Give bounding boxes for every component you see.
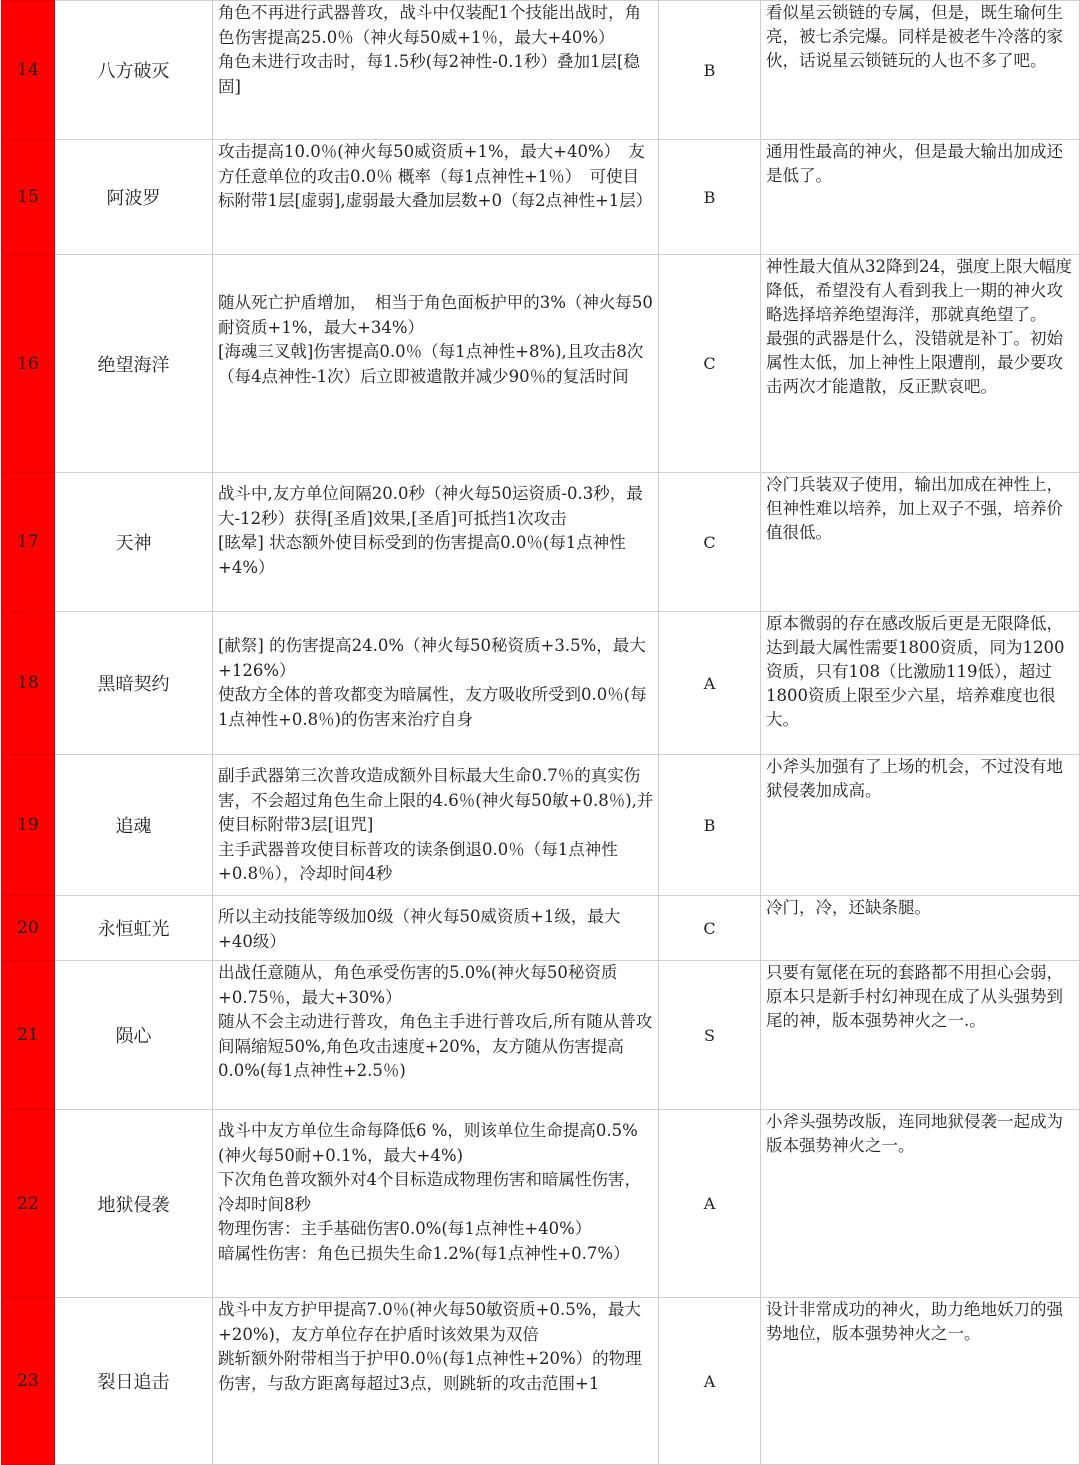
fire-comment: 原本微弱的存在感改版后更是无限降低，达到最大属性需要1800资质，同为1200资质，只有108（比激励119低），超过1800资质上限至少六星，培养难度也很大。 [761, 612, 1080, 755]
fire-effect: 出战任意随从，角色承受伤害的5.0%(神火每50秘资质+0.75％，最大+30%） 随从不会主动进行普攻，角色主手进行普攻后,所有随从普攻间隔缩短50%,角色攻击速度+20%，友方随从伤害提高0.0%(每1点神性+2.5％) [213, 961, 659, 1110]
fire-effect: 战斗中,友方单位间隔20.0秒（神火每50运资质-0.3秒，最大-12秒）获得[圣盾]效果,[圣盾]可抵挡1次攻击 [眩晕] 状态额外使目标受到的伤害提高0.0％(每1点神性+4%） [213, 473, 659, 612]
row-number: 18 [2, 612, 55, 755]
table-row [2, 1298, 1080, 1465]
row-number: 23 [2, 1298, 55, 1465]
fire-comment: 看似星云锁链的专属，但是，既生瑜何生亮，被七杀完爆。同样是被老牛冷落的家伙，话说星云锁链玩的人也不多了吧。 [761, 1, 1080, 140]
fire-effect: 所以主动技能等级加0级（神火每50威资质+1级，最大+40级） [213, 896, 659, 961]
fire-name: 天神 [55, 473, 213, 612]
fire-grade: B [659, 140, 761, 255]
fire-name: 永恒虹光 [55, 896, 213, 961]
fire-name: 绝望海洋 [55, 255, 213, 473]
fire-name: 陨心 [55, 961, 213, 1110]
fire-grade: C [659, 255, 761, 473]
fire-grade: A [659, 1110, 761, 1298]
table-row [2, 140, 1080, 255]
fire-grade: C [659, 896, 761, 961]
table-row [2, 255, 1080, 473]
table-row [2, 473, 1080, 612]
fire-name: 黑暗契约 [55, 612, 213, 755]
fire-effect: 战斗中友方单位生命每降低6 %，则该单位生命提高0.5%(神火每50耐+0.1%，最大+4%) 下次角色普攻额外对4个目标造成物理伤害和暗属性伤害，冷却时间8秒 物理伤害：主手基础伤害0.0%(每1点神性+40%） 暗属性伤害：角色已损失生命1.2%(每1点神性+0.7%） [213, 1110, 659, 1298]
fire-effect: [献祭] 的伤害提高24.0%（神火每50秘资质+3.5%，最大+126%） 使敌方全体的普攻都变为暗属性，友方吸收所受到0.0％(每1点神性+0.8％)的伤害来治疗自身 [213, 612, 659, 755]
fire-comment: 神性最大值从32降到24，强度上限大幅度降低，希望没有人看到我上一期的神火攻略选择培养绝望海洋，那就真绝望了。 最强的武器是什么，没错就是补丁。初始属性太低，加上神性上限遭削，最少要攻击两次才能遣散，反正默哀吧。 [761, 255, 1080, 473]
table-row [2, 1, 1080, 140]
fire-grade: S [659, 961, 761, 1110]
row-number: 21 [2, 961, 55, 1110]
fire-grade: B [659, 755, 761, 896]
fire-grade: C [659, 473, 761, 612]
fire-name: 阿波罗 [55, 140, 213, 255]
fire-comment: 小斧头强势改版，连同地狱侵袭一起成为版本强势神火之一。 [761, 1110, 1080, 1298]
fire-comment: 冷门兵装双子使用，输出加成在神性上，但神性难以培养，加上双子不强，培养价值很低。 [761, 473, 1080, 612]
fire-comment: 设计非常成功的神火，助力绝地妖刀的强势地位，版本强势神火之一。 [761, 1298, 1080, 1465]
fire-grade: A [659, 1298, 761, 1465]
row-number: 20 [2, 896, 55, 961]
fire-name: 地狱侵袭 [55, 1110, 213, 1298]
fire-comment: 小斧头加强有了上场的机会，不过没有地狱侵袭加成高。 [761, 755, 1080, 896]
table-row [2, 896, 1080, 961]
divine-fire-table [1, 0, 1080, 1465]
row-number: 16 [2, 255, 55, 473]
row-number: 19 [2, 755, 55, 896]
row-number: 14 [2, 1, 55, 140]
table-row [2, 612, 1080, 755]
row-number: 17 [2, 473, 55, 612]
fire-effect: 角色不再进行武器普攻，战斗中仅装配1个技能出战时，角色伤害提高25.0％（神火每50威+1％，最大+40%） 角色未进行攻击时，每1.5秒(每2神性-0.1秒）叠加1层[稳固] [213, 1, 659, 140]
row-number: 15 [2, 140, 55, 255]
fire-effect: 副手武器第三次普攻造成额外目标最大生命0.7％的真实伤害，不会超过角色生命上限的4.6％(神火每50敏+0.8％),并使目标附带3层[诅咒] 主手武器普攻使目标普攻的读条倒退0.0％（每1点神性+0.8％），冷却时间4秒 [213, 755, 659, 896]
table-body [2, 1, 1080, 1465]
fire-grade: B [659, 1, 761, 140]
table-row [2, 755, 1080, 896]
table-row [2, 961, 1080, 1110]
fire-name: 追魂 [55, 755, 213, 896]
fire-effect: 随从死亡护盾增加， 相当于角色面板护甲的3%（神火每50耐资质+1%，最大+34%） [海魂三叉戟]伤害提高0.0％（每1点神性+8%),且攻击8次（每4点神性-1次）后立即被遣散并减少90％的复活时间 [213, 255, 659, 473]
table-row [2, 1110, 1080, 1298]
fire-comment: 只要有氪佬在玩的套路都不用担心会弱，原本只是新手村幻神现在成了从头强势到尾的神，版本强势神火之一.。 [761, 961, 1080, 1110]
fire-effect: 攻击提高10.0％(神火每50威资质+1%，最大+40%） 友方任意单位的攻击0.0％ 概率（每1点神性+1％） 可使目标附带1层[虚弱],虚弱最大叠加层数+0（每2点神性+1层） [213, 140, 659, 255]
fire-name: 八方破灭 [55, 1, 213, 140]
fire-effect: 战斗中友方护甲提高7.0％(神火每50敏资质+0.5%，最大+20%)，友方单位存在护盾时该效果为双倍 跳斩额外附带相当于护甲0.0％(每1点神性+20%）的物理伤害，与敌方距离每超过3点，则跳斩的攻击范围+1 [213, 1298, 659, 1465]
fire-comment: 冷门，冷，还缺条腿。 [761, 896, 1080, 961]
fire-comment: 通用性最高的神火，但是最大输出加成还是低了。 [761, 140, 1080, 255]
fire-grade: A [659, 612, 761, 755]
row-number: 22 [2, 1110, 55, 1298]
fire-name: 裂日追击 [55, 1298, 213, 1465]
